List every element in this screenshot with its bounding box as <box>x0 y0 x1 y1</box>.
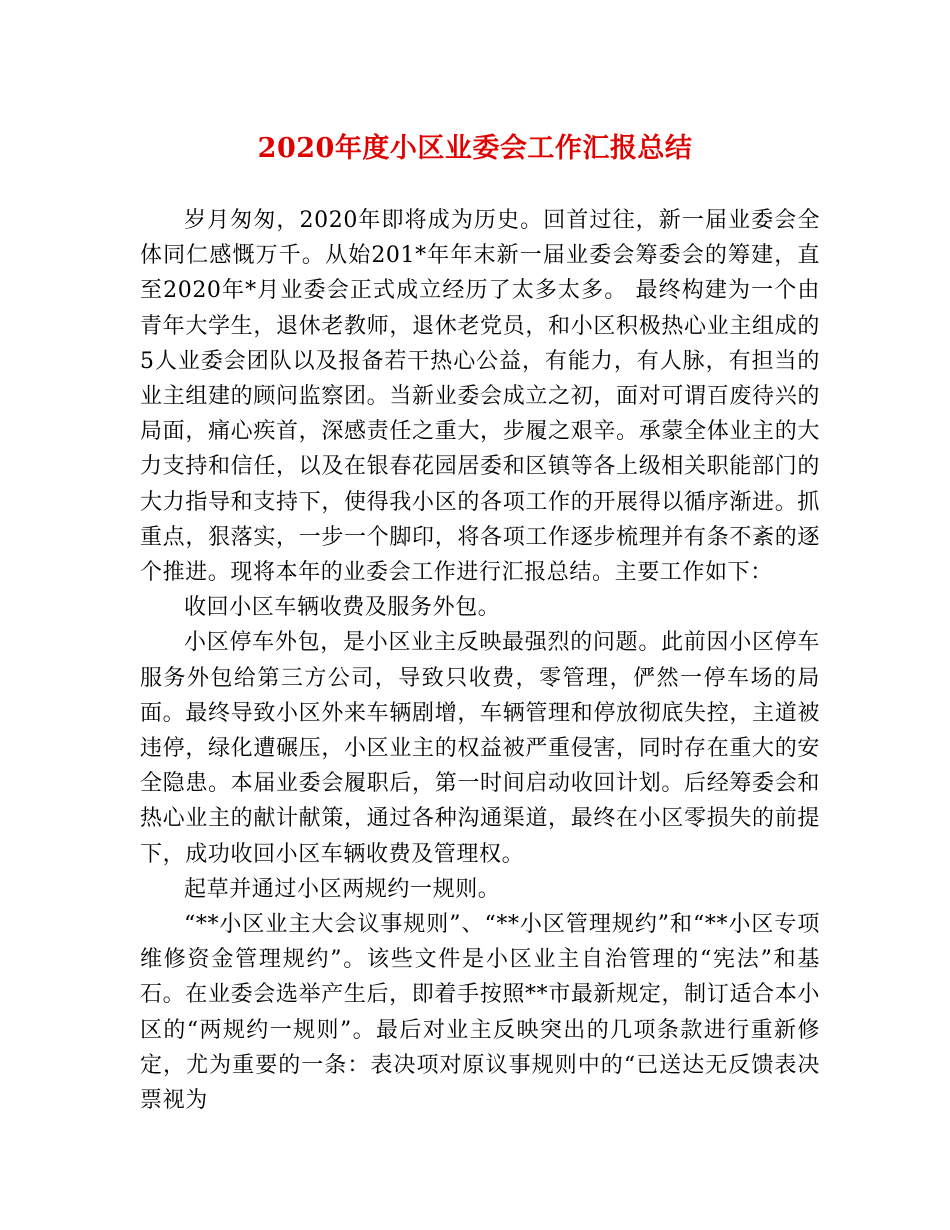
paragraph-parking-recovery: 小区停车外包，是小区业主反映最强烈的问题。此前因小区停车服务外包给第三方公司，导致只收费，零管理，俨然一停车场的局面。最终导致小区外来车辆剧增，车辆管理和停放彻底失控，主道被违停，绿化遭碾压，小区业主的权益被严重侵害，同时存在重大的安全隐患。本届业委会履职后，第一时间启动收回计划。后经筹委会和热心业主的献计献策，通过各种沟通渠道，最终在小区零损失的前提下，成功收回小区车辆收费及管理权。 <box>140 630 820 867</box>
document-title: 2020年度小区业委会工作汇报总结 <box>257 133 693 164</box>
heading-rules-drafting: 起草并通过小区两规约一规则。 <box>184 876 501 902</box>
paragraph-intro: 岁月匆匆，2020年即将成为历史。回首过往，新一届业委会全体同仁感慨万千。从始201*年年末新一届业委会筹委会的筹建，直至2020年*月业委会正式成立经历了太多太多。 最终构建为一个由青年大学生，退休老教师，退休老党员，和小区积极热心业主组成的5人业委会团队以及报备若干热心公益，有能力，有人脉，有担当的业主组建的顾问监察团。当新业委会成立之初，面对可谓百废待兴的局面，痛心疾首，深感责任之重大，步履之艰辛。承蒙全体业主的大力支持和信任，以及在银春花园居委和区镇等各上级相关职能部门的大力指导和支持下，使得我小区的各项工作的开展得以循序渐进。抓重点，狠落实，一步一个脚印，将各项工作逐步梳理并有条不紊的逐个推进。现将本年的业委会工作进行汇报总结。主要工作如下： <box>140 208 820 586</box>
heading-parking-recovery: 收回小区车辆收费及服务外包。 <box>184 595 501 621</box>
paragraph-rules-drafting: “**小区业主大会议事规则”、“**小区管理规约”和“**小区专项维修资金管理规约”。该些文件是小区业主自治管理的“宪法”和基石。在业委会选举产生后，即着手按照**市最新规定，制订适合本小区的“两规约一规则”。最后对业主反映突出的几项条款进行重新修定，尤为重要的一条：表决项对原议事规则中的“已送达无反馈表决票视为 <box>140 912 820 1114</box>
document-body <box>140 203 820 1118</box>
